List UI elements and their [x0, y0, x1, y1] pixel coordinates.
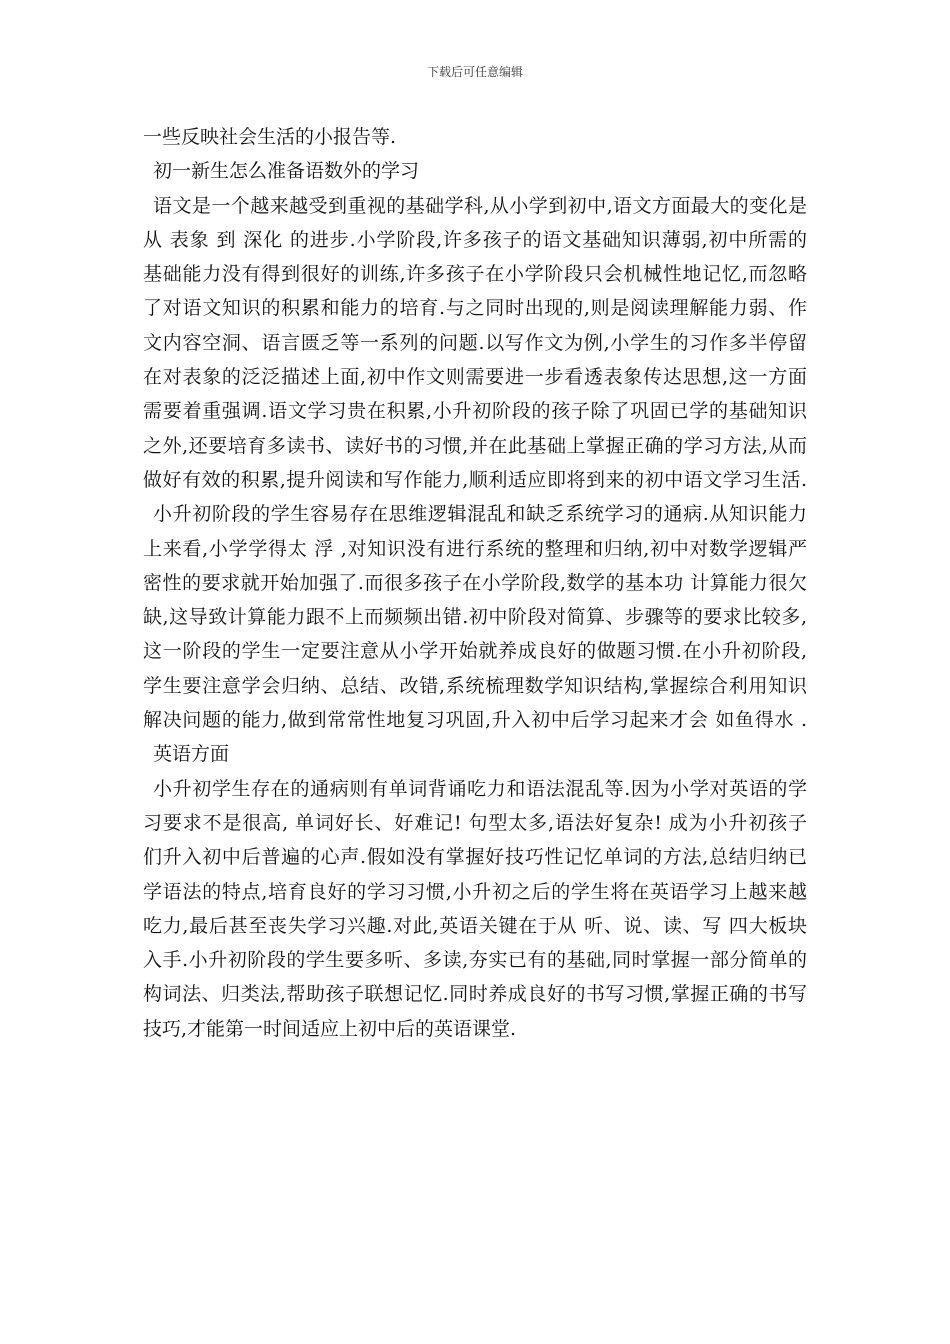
text-line: 们升入初中后普遍的心声.假如没有掌握好技巧性记忆单词的方法,总结归纳已 [143, 846, 807, 869]
document-body [143, 120, 807, 1046]
text-line: 小升初阶段的学生容易存在思维逻辑混乱和缺乏系统学习的通病.从知识能力 [153, 503, 807, 526]
text-line: 需要着重强调.语文学习贵在积累,小升初阶段的孩子除了巩固已学的基础知识 [143, 400, 807, 423]
text-line: 学生要注意学会归纳、总结、改错,系统梳理数学知识结构,掌握综合利用知识 [143, 674, 807, 697]
section-heading: 初一新生怎么准备语数外的学习 [153, 160, 420, 183]
page-header: 下载后可任意编辑 [426, 65, 523, 79]
text-line: 入手.小升初阶段的学生要多听、多读,夯实已有的基础,同时掌握一部分简单的 [143, 949, 807, 972]
text-line: 之外,还要培育多读书、读好书的习惯,并在此基础上掌握正确的学习方法,从而 [143, 434, 807, 457]
text-line: 学语法的特点,培育良好的学习习惯,小升初之后的学生将在英语学习上越来越 [143, 880, 807, 903]
text-line: 缺,这导致计算能力跟不上而频频出错.初中阶段对简算、步骤等的要求比较多, [143, 606, 807, 629]
text-line: 在对表象的泛泛描述上面,初中作文则需要进一步看透表象传达思想,这一方面 [143, 366, 807, 389]
text-line: 从 表象 到 深化 的进步.小学阶段,许多孩子的语文基础知识薄弱,初中所需的 [143, 228, 807, 251]
text-line: 这一阶段的学生一定要注意从小学开始就养成良好的做题习惯.在小升初阶段, [143, 640, 807, 663]
section-heading: 英语方面 [153, 743, 230, 766]
text-line: 技巧,才能第一时间适应上初中后的英语课堂. [143, 1017, 517, 1040]
text-line: 上来看,小学学得太 浮 ,对知识没有进行系统的整理和归纳,初中对数学逻辑严 [143, 537, 807, 560]
text-line: 小升初学生存在的通病则有单词背诵吃力和语法混乱等.因为小学对英语的学 [153, 777, 807, 800]
text-line: 习要求不是很高, 单词好长、好难记! 句型太多,语法好复杂! 成为小升初孩子 [143, 811, 807, 834]
text-line: 解决问题的能力,做到常常性地复习巩固,升入初中后学习起来才会 如鱼得水 . [143, 709, 807, 732]
text-line: 做好有效的积累,提升阅读和写作能力,顺利适应即将到来的初中语文学习生活. [143, 468, 807, 491]
text-line: 文内容空洞、语言匮乏等一系列的问题.以写作文为例,小学生的习作多半停留 [143, 331, 807, 354]
text-line: 吃力,最后甚至丧失学习兴趣.对此,英语关键在于从 听、说、读、写 四大板块 [143, 914, 807, 937]
text-line: 构词法、归类法,帮助孩子联想记忆.同时养成良好的书写习惯,掌握正确的书写 [143, 983, 807, 1006]
text-line: 密性的要求就开始加强了.而很多孩子在小学阶段,数学的基本功 计算能力很欠 [143, 571, 807, 594]
text-line: 一些反映社会生活的小报告等. [143, 126, 397, 148]
text-line: 语文是一个越来越受到重视的基础学科,从小学到初中,语文方面最大的变化是 [153, 194, 807, 217]
text-line: 基础能力没有得到很好的训练,许多孩子在小学阶段只会机械性地记忆,而忽略 [143, 263, 807, 286]
text-line: 了对语文知识的积累和能力的培育.与之同时出现的,则是阅读理解能力弱、作 [143, 297, 807, 320]
